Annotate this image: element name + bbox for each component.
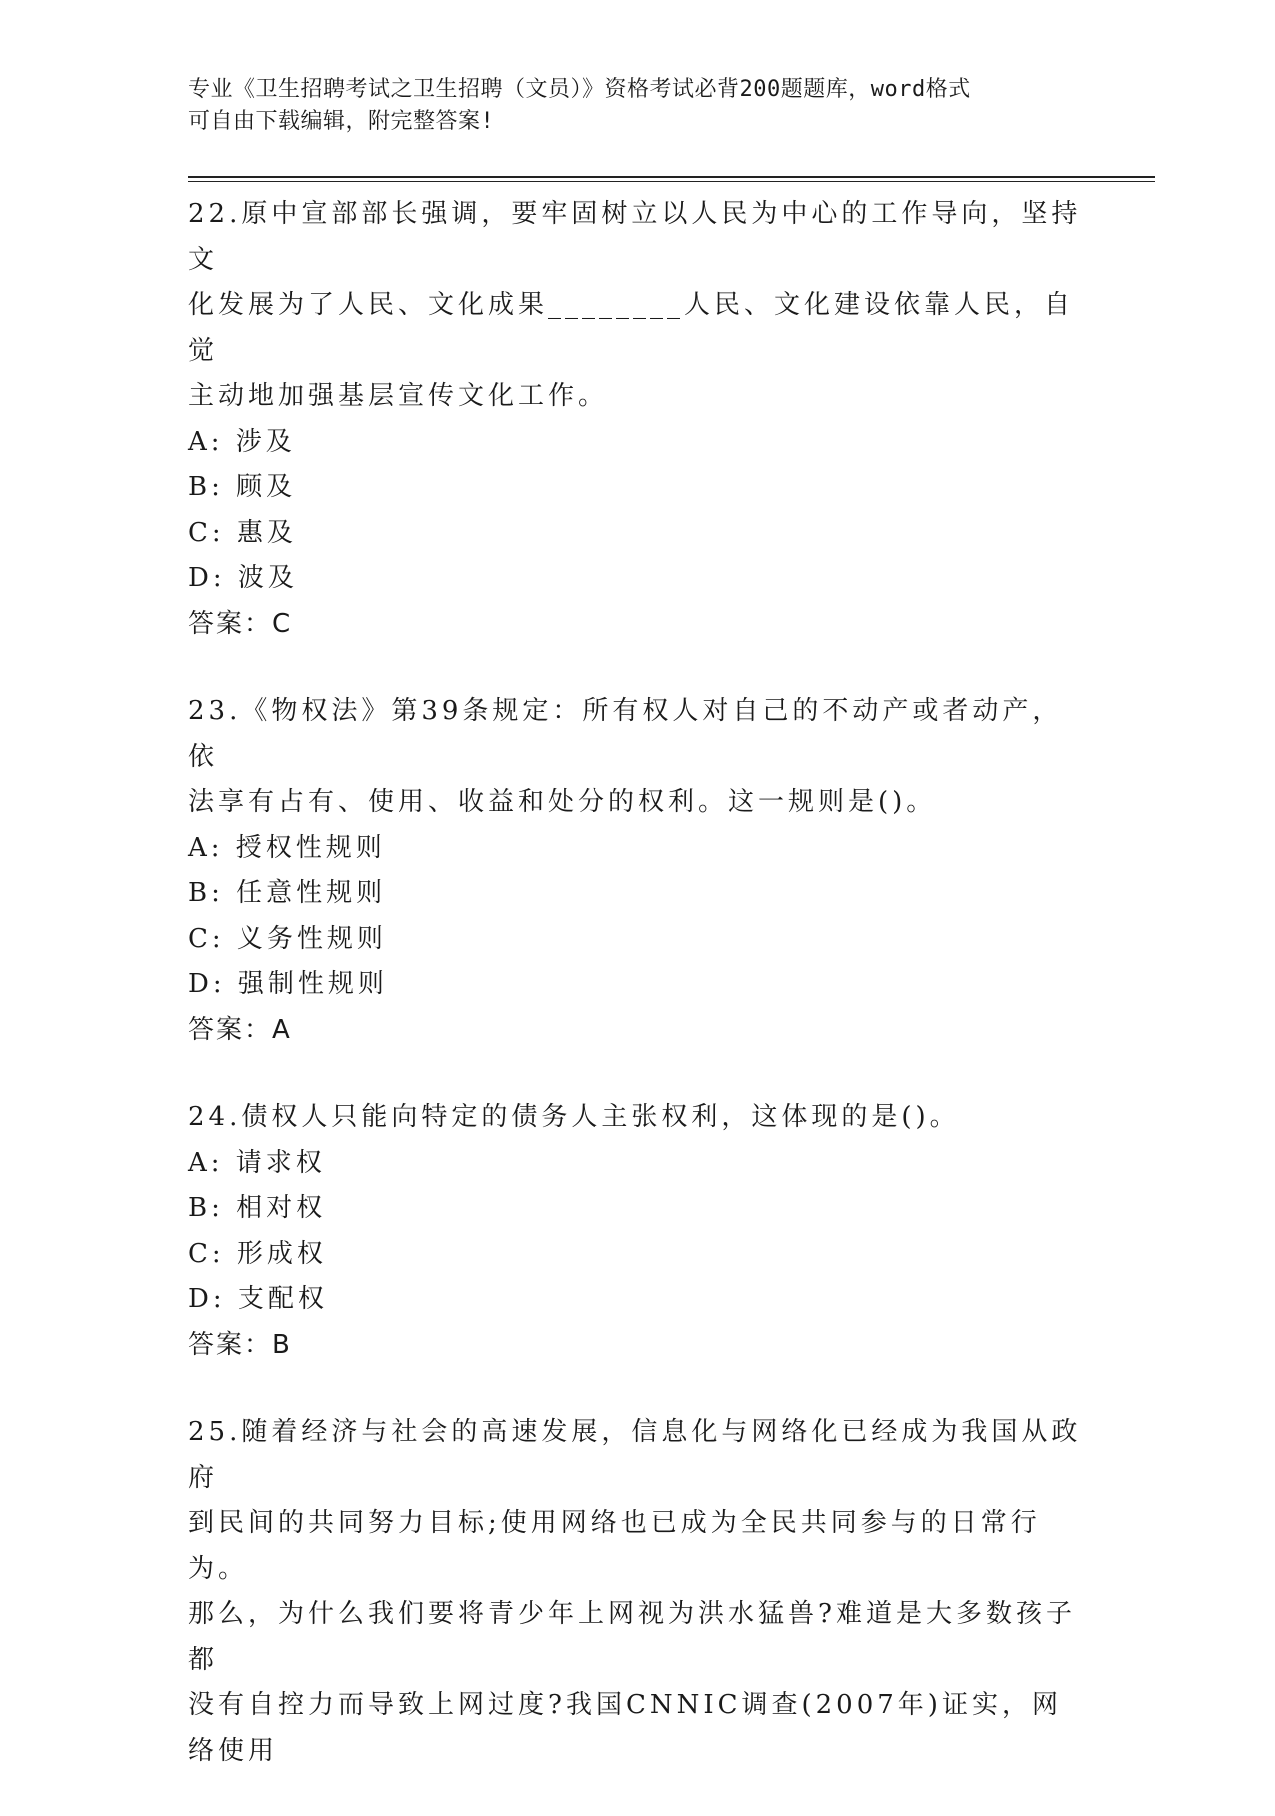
header-divider (188, 176, 1155, 182)
question-text-line: 主动地加强基层宣传文化工作。 (188, 381, 609, 411)
question-text-line: 到民间的共同努力目标;使用网络也已成为全民共同参与的日常行为。 (188, 1508, 1041, 1584)
header-line-2: 可自由下载编辑，附完整答案! (188, 109, 495, 134)
header-line-1: 专业《卫生招聘考试之卫生招聘（文员）》资格考试必背200题题库，word格式 (188, 77, 971, 102)
option-b: B: 相对权 (188, 1193, 327, 1223)
question-text-line: 22.原中宣部部长强调，要牢固树立以人民为中心的工作导向，坚持文 (188, 199, 1082, 275)
option-c: C: 形成权 (188, 1238, 327, 1269)
question-text-line: 化发展为了人民、文化成果________人民、文化建设依靠人民，自觉 (188, 290, 1075, 366)
option-a: A: 请求权 (188, 1147, 326, 1178)
question-24 (188, 1095, 1088, 1368)
question-25 (188, 1410, 1088, 1774)
option-d: D: 强制性规则 (188, 969, 388, 999)
page-header (188, 74, 1088, 138)
option-d: D: 支配权 (188, 1284, 328, 1314)
option-b: B: 任意性规则 (188, 878, 387, 908)
option-d: D: 波及 (188, 563, 298, 593)
question-text (188, 192, 1088, 420)
question-text (188, 1095, 1088, 1141)
question-text-line: 24.债权人只能向特定的债务人主张权利，这体现的是()。 (188, 1102, 960, 1132)
option-c: C: 义务性规则 (188, 923, 387, 954)
option-c: C: 惠及 (188, 517, 297, 548)
question-text (188, 1410, 1088, 1774)
option-b: B: 顾及 (188, 472, 297, 502)
answer: 答案：A (188, 1014, 292, 1045)
question-text (188, 689, 1088, 826)
question-text-line: 没有自控力而导致上网过度?我国CNNIC调查(2007年)证实，网络使用 (188, 1690, 1062, 1766)
answer: 答案：B (188, 1329, 292, 1360)
question-text-line: 法享有占有、使用、收益和处分的权利。这一规则是()。 (188, 787, 937, 817)
answer: 答案：C (188, 608, 293, 639)
question-text-line: 23.《物权法》第39条规定：所有权人对自己的不动产或者动产，依 (188, 696, 1063, 772)
question-list (188, 192, 1088, 1816)
option-a: A: 涉及 (188, 426, 296, 457)
option-a: A: 授权性规则 (188, 832, 386, 863)
question-22 (188, 192, 1088, 647)
question-23 (188, 689, 1088, 1053)
question-text-line: 那么，为什么我们要将青少年上网视为洪水猛兽?难道是大多数孩子都 (188, 1599, 1076, 1675)
question-text-line: 25.随着经济与社会的高速发展，信息化与网络化已经成为我国从政府 (188, 1417, 1082, 1493)
